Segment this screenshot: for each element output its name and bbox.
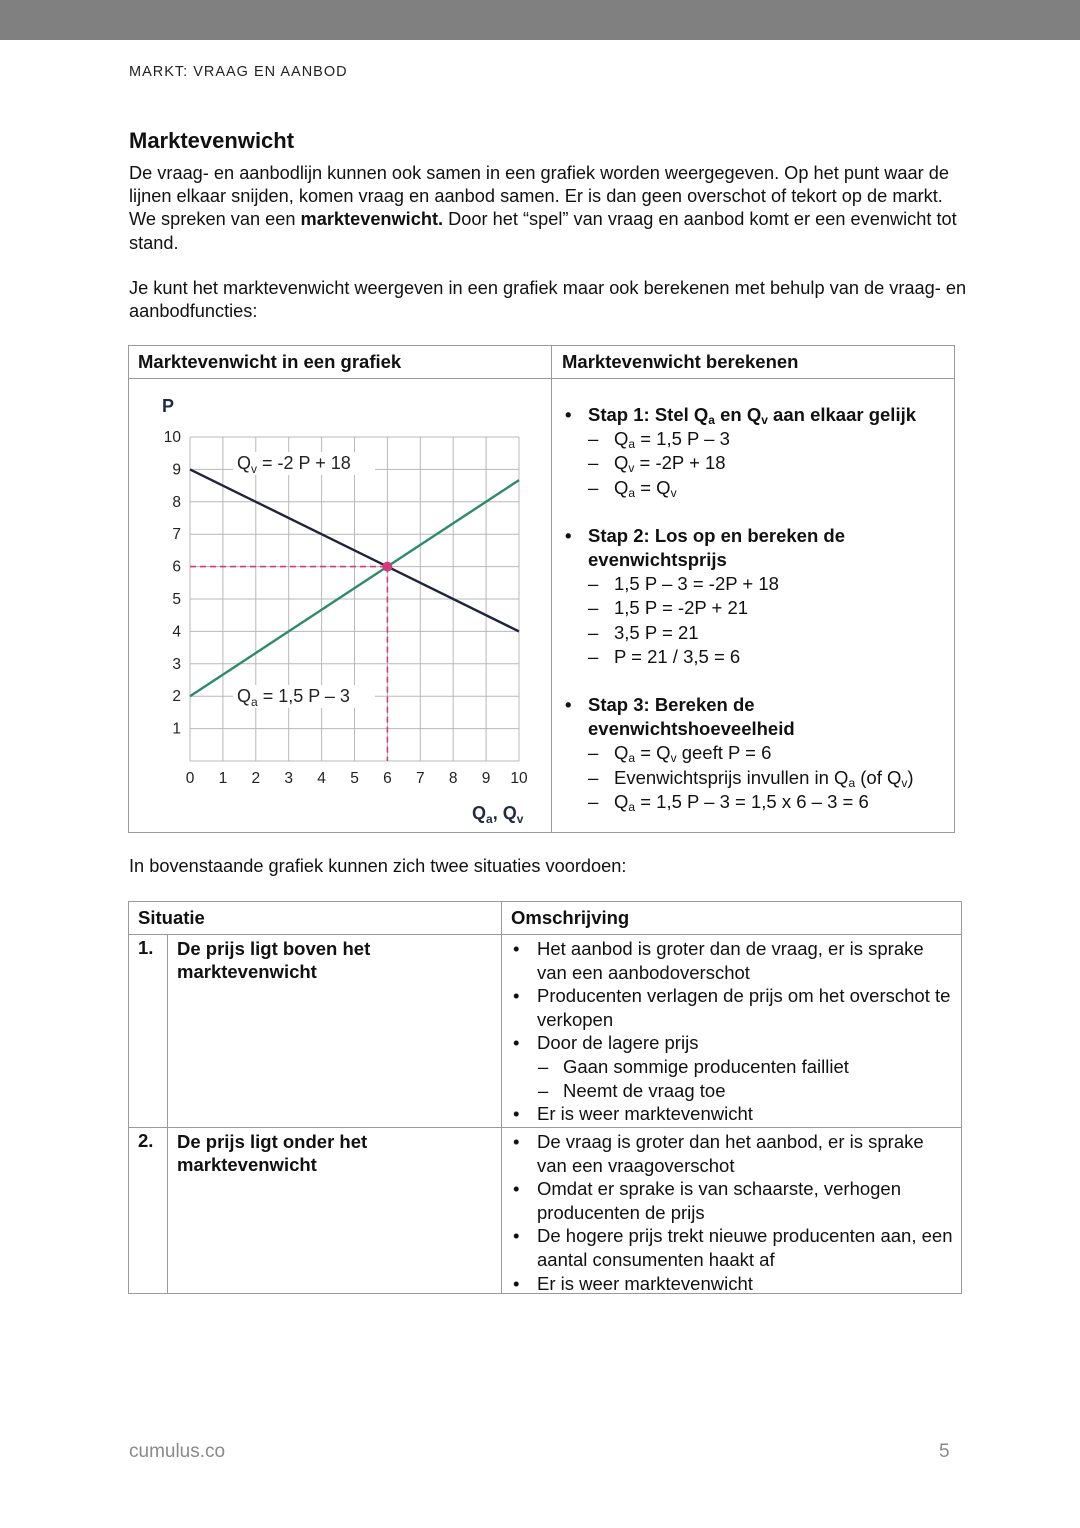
column-header-graph: Marktevenwicht in een grafiek xyxy=(138,351,402,372)
text: Er is weer marktevenwicht xyxy=(537,1272,753,1294)
bullet-icon: • xyxy=(513,985,520,1007)
y-tick-label: 9 xyxy=(172,461,181,479)
list-item xyxy=(511,984,956,1031)
dash-icon: – xyxy=(588,790,599,812)
table-divider xyxy=(501,902,502,1293)
text: Q xyxy=(614,790,629,812)
situation-label: De prijs ligt boven het marktevenwicht xyxy=(177,938,371,983)
text: Q xyxy=(614,742,629,764)
text: 1,5 P = -2P + 21 xyxy=(614,597,749,619)
intro-bold-term: marktevenwicht. xyxy=(300,209,444,230)
equilibrium-point xyxy=(382,562,392,572)
step-1-title-part: Stap 1: Stel Q xyxy=(588,404,709,425)
row-number: 2. xyxy=(138,1130,154,1151)
demand-equation-label-sub: v xyxy=(251,462,258,476)
bullet-icon: • xyxy=(513,938,520,959)
text: Q xyxy=(614,452,629,474)
equilibrium-chart xyxy=(129,346,550,833)
situation-description xyxy=(511,937,956,1126)
text: De vraag is groter dan het aanbod, er is sprake van een vraagoverschot xyxy=(537,1131,924,1176)
dash-icon: – xyxy=(588,742,599,764)
x-tick-label: 10 xyxy=(510,770,528,787)
intro-text-1: De vraag- en aanbodlijn kunnen ook samen in een grafiek worden weergegeven. Op het punt waar de lijnen elkaar snijden, komen vraag en aanbod samen. Er is dan geen overschot of tekort op de markt. We spreken van een xyxy=(129,163,949,230)
subscript: v xyxy=(670,485,677,500)
text: Neemt de vraag toe xyxy=(563,1079,726,1101)
bullet-icon: • xyxy=(565,694,572,716)
dash-icon: – xyxy=(588,573,599,595)
step-line xyxy=(588,766,952,790)
list-item xyxy=(511,1224,956,1271)
supply-equation-label-sub: a xyxy=(251,695,258,709)
x-axis-title-q1: Q xyxy=(472,803,487,823)
section-title: Marktevenwicht xyxy=(129,128,295,153)
y-tick-label: 6 xyxy=(172,558,181,576)
calculation-steps xyxy=(562,403,952,838)
page-header: MARKT: VRAAG EN AANBOD xyxy=(129,64,348,80)
bullet-icon: • xyxy=(513,1225,520,1247)
text: = Q xyxy=(635,742,671,764)
text: Q xyxy=(614,428,629,450)
top-bar xyxy=(0,0,1080,40)
footer-brand: cumulus.co xyxy=(129,1441,226,1462)
subscript: a xyxy=(708,413,715,427)
text: Evenwichtsprijs invullen in Q xyxy=(614,766,849,788)
y-tick-label: 3 xyxy=(172,655,181,673)
page-number: 5 xyxy=(939,1441,950,1462)
text: (of Q xyxy=(855,766,902,788)
dash-icon: – xyxy=(588,428,599,450)
text: = -2P + 18 xyxy=(634,452,726,474)
dash-icon: – xyxy=(588,476,599,498)
subscript: v xyxy=(761,413,768,427)
text: Producenten verlagen de prijs om het overschot te verkopen xyxy=(537,985,951,1030)
text: 1,5 P – 3 = -2P + 18 xyxy=(614,573,779,595)
text: Door de lagere prijs xyxy=(537,1032,699,1054)
subscript: a xyxy=(848,775,856,790)
step-line xyxy=(588,451,952,475)
x-tick-label: 2 xyxy=(251,770,261,787)
intro-paragraph-2: Je kunt het marktevenwicht weergeven in een grafiek maar ook berekenen met behulp van de vraag- en aanbodfuncties: xyxy=(129,278,967,322)
demand-equation-label-rest: = -2 P + 18 xyxy=(257,453,351,473)
chart-grid xyxy=(190,437,519,761)
y-tick-label: 10 xyxy=(163,429,181,446)
subscript: a xyxy=(628,485,636,500)
intro-paragraph-1 xyxy=(129,162,969,255)
dash-icon: – xyxy=(588,597,599,619)
column-header-situation: Situatie xyxy=(138,907,205,928)
step-1-title xyxy=(588,403,952,427)
supply-equation-label-main: Q xyxy=(237,686,252,706)
text: = 1,5 P – 3 xyxy=(635,428,730,450)
y-axis-title: P xyxy=(162,396,175,416)
x-axis-title xyxy=(472,803,524,826)
text: Er is weer marktevenwicht xyxy=(537,1103,753,1125)
x-tick-label: 8 xyxy=(448,770,458,787)
bullet-icon: • xyxy=(513,1178,520,1200)
step-line xyxy=(588,645,952,669)
y-tick-label: 8 xyxy=(172,493,181,511)
x-tick-label: 5 xyxy=(350,770,359,787)
x-tick-label: 3 xyxy=(284,770,294,787)
step-1-title-part: aan elkaar gelijk xyxy=(767,404,917,425)
bullet-icon: • xyxy=(513,1032,520,1054)
text: Q xyxy=(614,476,629,498)
equilibrium-table xyxy=(128,345,955,833)
dash-icon: – xyxy=(538,1079,549,1101)
bullet-icon: • xyxy=(565,404,572,425)
x-axis-title-sub-a: a xyxy=(486,812,493,826)
subscript: v xyxy=(901,775,908,790)
text: = 1,5 P – 3 = 1,5 x 6 – 3 = 6 xyxy=(635,790,869,812)
situation-description xyxy=(511,1130,956,1295)
step-2 xyxy=(562,524,952,669)
step-2-title: Stap 2: Los op en bereken de evenwichtsprijs xyxy=(588,524,846,571)
step-line xyxy=(588,741,952,765)
table-divider xyxy=(551,346,552,832)
text: = Q xyxy=(635,476,671,498)
y-tick-label: 7 xyxy=(172,526,181,544)
x-axis-title-sep: , Q xyxy=(492,803,517,823)
x-tick-label: 0 xyxy=(185,770,195,787)
subscript: a xyxy=(628,437,636,452)
y-tick-label: 4 xyxy=(172,623,181,641)
x-tick-label: 7 xyxy=(415,770,425,787)
text: 3,5 P = 21 xyxy=(614,621,699,643)
supply-equation-label-rest: = 1,5 P – 3 xyxy=(257,686,350,706)
dash-icon: – xyxy=(538,1055,549,1077)
subscript: v xyxy=(628,461,635,476)
step-line xyxy=(588,621,952,645)
bullet-icon: • xyxy=(513,1131,520,1152)
intro-text-2: Door het “spel” van vraag en aanbod komt er een evenwicht tot stand. xyxy=(129,209,957,253)
dash-icon: – xyxy=(588,452,599,474)
dash-icon: – xyxy=(588,621,599,643)
list-item xyxy=(511,1031,956,1055)
x-tick-label: 9 xyxy=(481,770,491,787)
text: Het aanbod is groter dan de vraag, er is sprake van een aanbodoverschot xyxy=(537,938,924,983)
text: Omdat er sprake is van schaarste, verhogen producenten de prijs xyxy=(537,1178,902,1223)
step-line xyxy=(588,596,952,620)
dash-icon: – xyxy=(588,766,599,788)
bullet-icon: • xyxy=(513,1272,520,1294)
table-divider xyxy=(129,934,961,935)
subscript: a xyxy=(628,799,636,814)
column-header-description: Omschrijving xyxy=(511,907,630,928)
step-3-title: Stap 3: Bereken de evenwichtshoeveelheid xyxy=(588,694,795,740)
text: geeft P = 6 xyxy=(676,742,772,764)
step-line xyxy=(588,572,952,596)
x-tick-label: 4 xyxy=(317,770,326,787)
step-1 xyxy=(562,403,952,500)
column-header-calc: Marktevenwicht berekenen xyxy=(562,351,799,372)
step-1-title-part: en Q xyxy=(714,404,762,425)
y-tick-label: 5 xyxy=(172,591,181,608)
step-line xyxy=(588,476,952,500)
dash-icon: – xyxy=(588,645,599,667)
y-tick-label: 2 xyxy=(172,688,181,706)
list-item xyxy=(511,1130,956,1177)
bullet-icon: • xyxy=(565,524,572,546)
table-divider xyxy=(167,934,168,1294)
step-line xyxy=(588,427,952,451)
sub-list-item xyxy=(511,1079,956,1103)
text: De hogere prijs trekt nieuwe producenten aan, een aantal consumenten haakt af xyxy=(537,1225,953,1270)
situation-label: De prijs ligt onder het marktevenwicht xyxy=(177,1131,368,1176)
bullet-icon: • xyxy=(513,1103,520,1125)
table-divider xyxy=(129,1127,961,1128)
text: ) xyxy=(907,766,914,788)
list-item xyxy=(511,1272,956,1296)
subscript: v xyxy=(670,751,677,766)
step-3 xyxy=(562,693,952,814)
step-line xyxy=(588,790,952,814)
y-tick-label: 1 xyxy=(172,720,181,738)
text: P = 21 / 3,5 = 6 xyxy=(614,645,741,667)
x-tick-label: 6 xyxy=(383,770,392,787)
list-item xyxy=(511,1177,956,1224)
subscript: a xyxy=(628,751,636,766)
text: Gaan sommige producenten failliet xyxy=(563,1055,849,1077)
situations-table xyxy=(128,901,962,1294)
demand-equation-label-main: Q xyxy=(237,453,252,473)
list-item xyxy=(511,1102,956,1126)
situations-intro: In bovenstaande grafiek kunnen zich twee situaties voordoen: xyxy=(129,856,627,876)
row-number: 1. xyxy=(138,937,154,958)
sub-list-item xyxy=(511,1055,956,1079)
list-item xyxy=(511,937,956,984)
x-axis-title-sub-v: v xyxy=(516,812,524,826)
x-tick-label: 1 xyxy=(218,770,228,787)
